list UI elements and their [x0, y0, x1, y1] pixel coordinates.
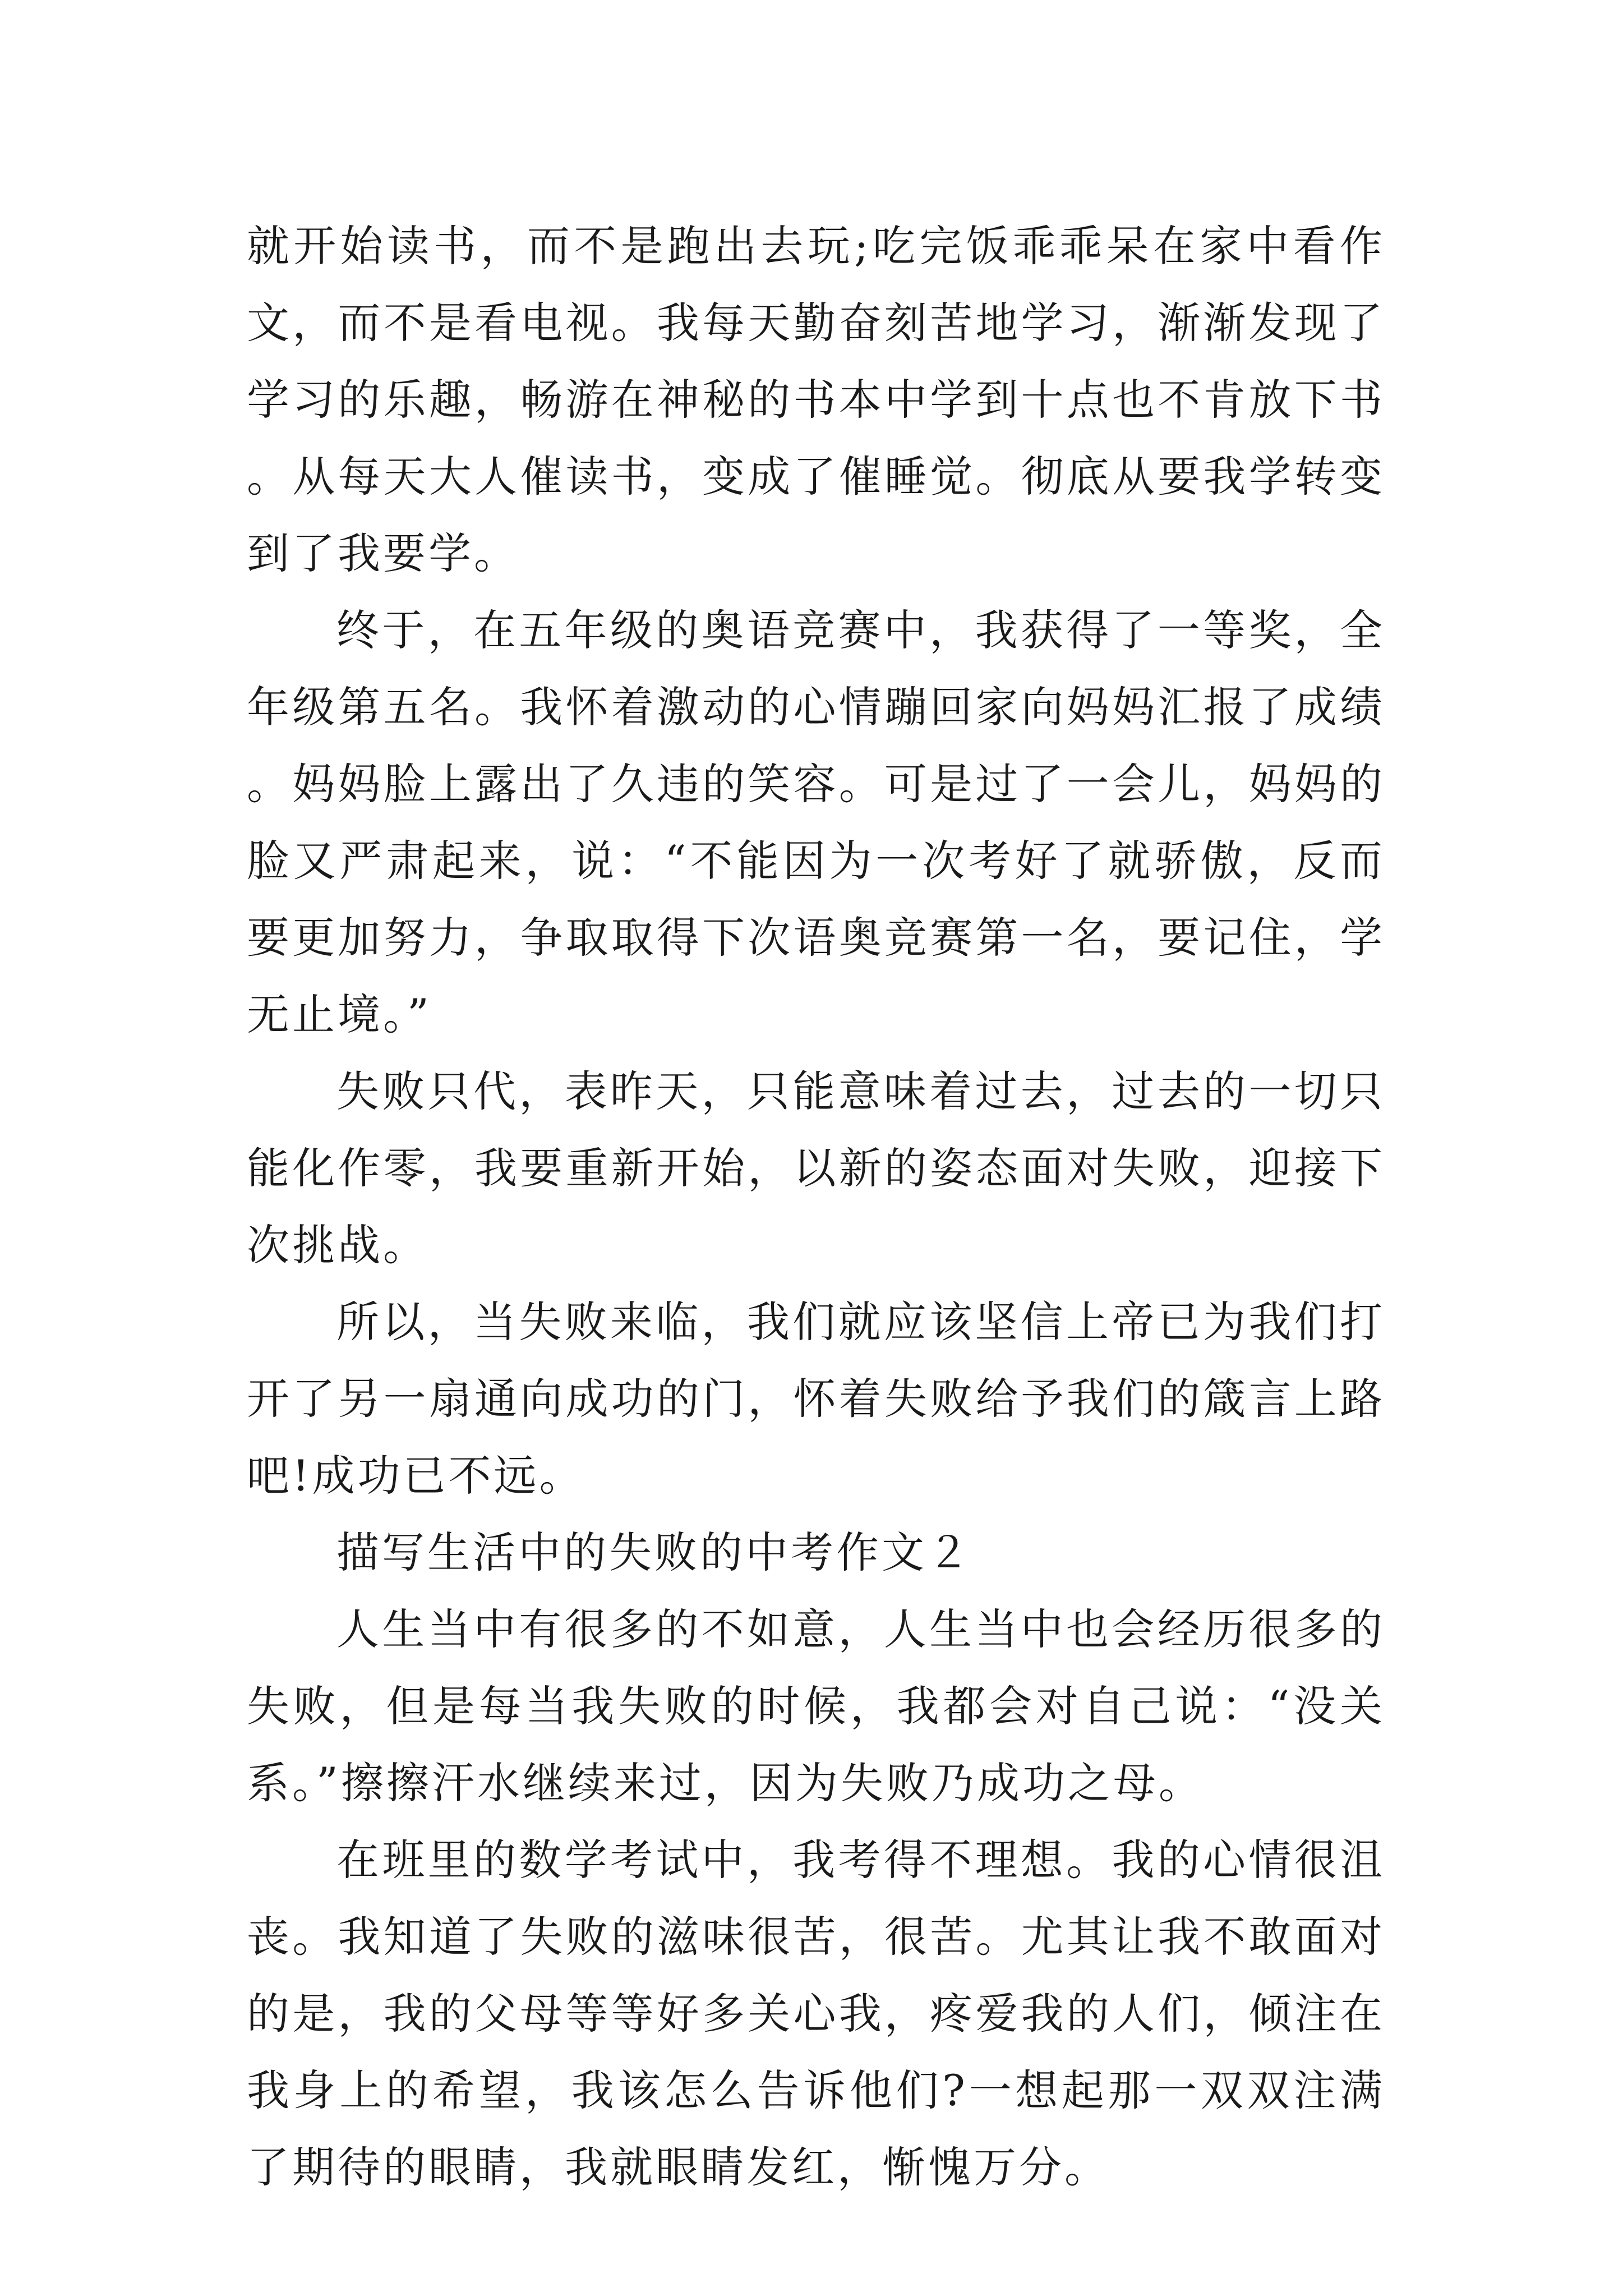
paragraph-4: 所以，当失败来临，我们就应该坚信上帝已为我们打开了另一扇通向成功的门，怀着失败给予我们的箴言上路吧!成功已不远。 — [247, 1297, 1385, 1501]
paragraph-2: 终于，在五年级的奥语竞赛中，我获得了一等奖，全年级第五名。我怀着激动的心情蹦回家向妈妈汇报了成绩。妈妈脸上露出了久违的笑容。可是过了一会儿，妈妈的脸又严肃起来，说：“不能因为一次考好了就骄傲，反而要更加努力，争取取得下次语奥竞赛第一名，要记住，学无止境。” — [247, 605, 1385, 1039]
document-body — [247, 208, 1385, 2206]
paragraph-5: 人生当中有很多的不如意，人生当中也会经历很多的失败，但是每当我失败的时候，我都会对自己说：“没关系。”擦擦汗水继续来过，因为失败乃成功之母。 — [247, 1604, 1385, 1808]
paragraph-6: 在班里的数学考试中，我考得不理想。我的心情很沮丧。我知道了失败的滋味很苦，很苦。尤其让我不敢面对的是，我的父母等等好多关心我，疼爱我的人们，倾注在我身上的希望，我该怎么告诉他们?一想起那一双双注满了期待的眼睛，我就眼睛发红，惭愧万分。 — [247, 1835, 1385, 2192]
section-heading: 描写生活中的失败的中考作文２ — [336, 1527, 972, 1577]
paragraph-1: 就开始读书，而不是跑出去玩;吃完饭乖乖呆在家中看作文，而不是看电视。我每天勤奋刻苦地学习，渐渐发现了学习的乐趣，畅游在神秘的书本中学到十点也不肯放下书。从每天大人催读书，变成了催睡觉。彻底从要我学转变到了我要学。 — [247, 221, 1385, 578]
paragraph-3: 失败只代，表昨天，只能意味着过去，过去的一切只能化作零，我要重新开始，以新的姿态面对失败，迎接下次挑战。 — [247, 1066, 1385, 1270]
